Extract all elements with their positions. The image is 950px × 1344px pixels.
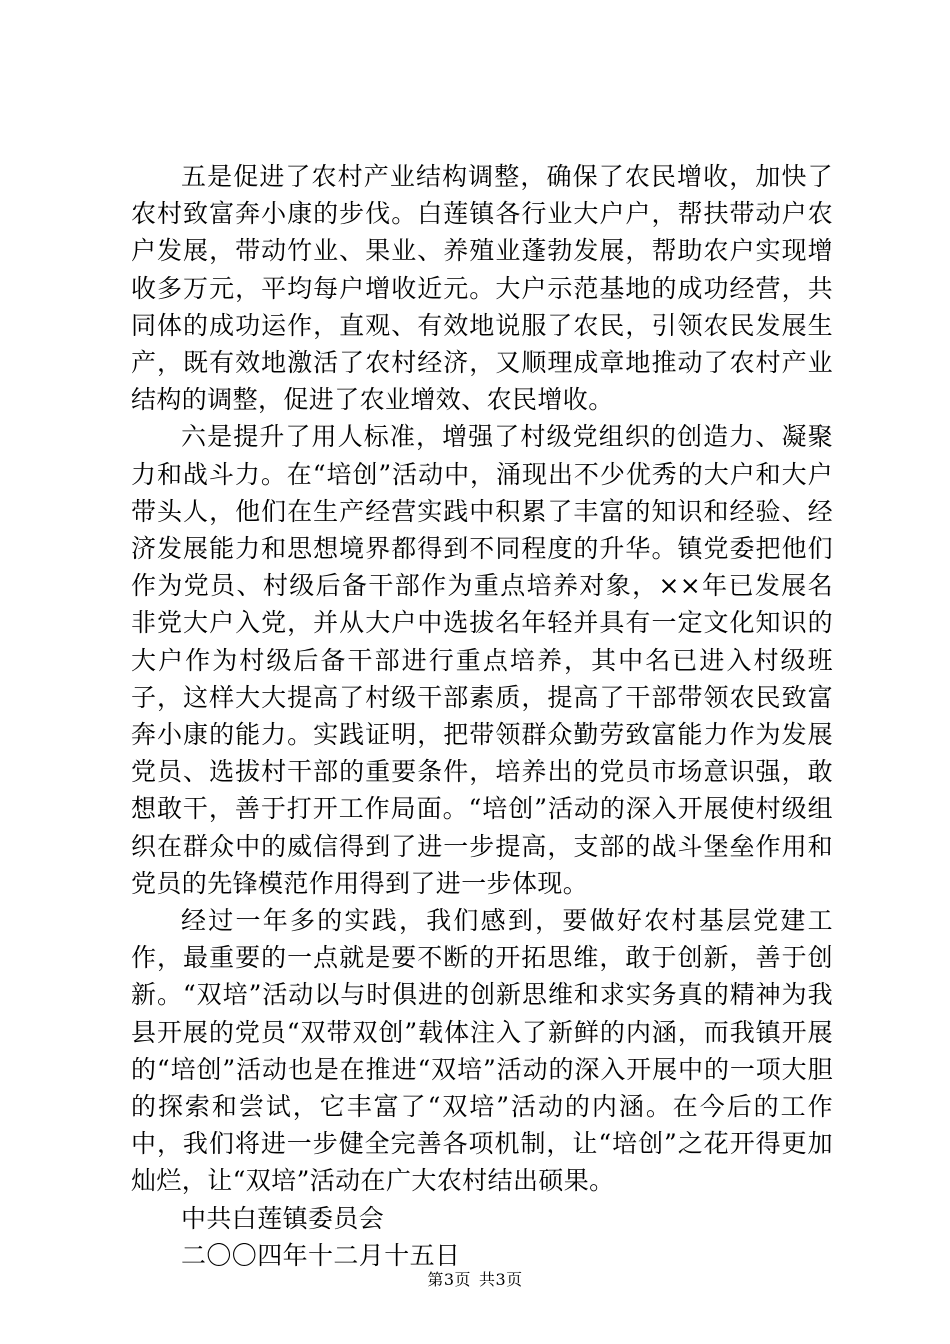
- signature-date: 二〇〇四年十二月十五日: [181, 1240, 461, 1270]
- paragraph-six: 六是提升了用人标准，增强了村级党组织的创造力、凝聚力和战斗力。在“培创”活动中，涌现出不少优秀的大户和大户带头人，他们在生产经营实践中积累了丰富的知识和经验、经济发展能力和思想境界都得到不同程度的升华。镇党委把他们作为党员、村级后备干部作为重点培养对象，××年已发展名非党大户入党，并从大户中选拔名年轻并具有一定文化知识的大户作为村级后备干部进行重点培养，其中名已进入村级班子，这样大大提高了村级干部素质，提高了干部带领农民致富奔小康的能力。实践证明，把带领群众勤劳致富能力作为发展党员、选拔村干部的重要条件，培养出的党员市场意识强，敢想敢干，善于打开工作局面。“培创”活动的深入开展使村级组织在群众中的威信得到了进一步提高，支部的战斗堡垒作用和党员的先锋模范作用得到了进一步体现。: [131, 422, 833, 898]
- page-total: 共3页: [479, 1270, 523, 1289]
- paragraph-conclusion: 经过一年多的实践，我们感到，要做好农村基层党建工作，最重要的一点就是要不断的开拓思维，敢于创新，善于创新。“双培”活动以与时俱进的创新思维和求实务真的精神为我县开展的党员“双带双创”载体注入了新鲜的内涵，而我镇开展的“培创”活动也是在推进“双培”活动的深入开展中的一项大胆的探索和尝试，它丰富了“双培”活动的内涵。在今后的工作中，我们将进一步健全完善各项机制，让“培创”之花开得更加灿烂，让“双培”活动在广大农村结出硕果。: [131, 906, 833, 1196]
- paragraph-five: 五是促进了农村产业结构调整，确保了农民增收，加快了农村致富奔小康的步伐。白莲镇各行业大户户，帮扶带动户农户发展，带动竹业、果业、养殖业蓬勃发展，帮助农户实现增收多万元，平均每户增收近元。大户示范基地的成功经营，共同体的成功运作，直观、有效地说服了农民，引领农民发展生产，既有效地激活了农村经济，又顺理成章地推动了农村产业结构的调整，促进了农业增效、农民增收。: [131, 162, 833, 415]
- document-body: [131, 158, 833, 1274]
- page-number: 第3页: [427, 1270, 471, 1289]
- page-footer: [0, 1270, 950, 1290]
- signature-organization: 中共白莲镇委员会: [181, 1203, 385, 1233]
